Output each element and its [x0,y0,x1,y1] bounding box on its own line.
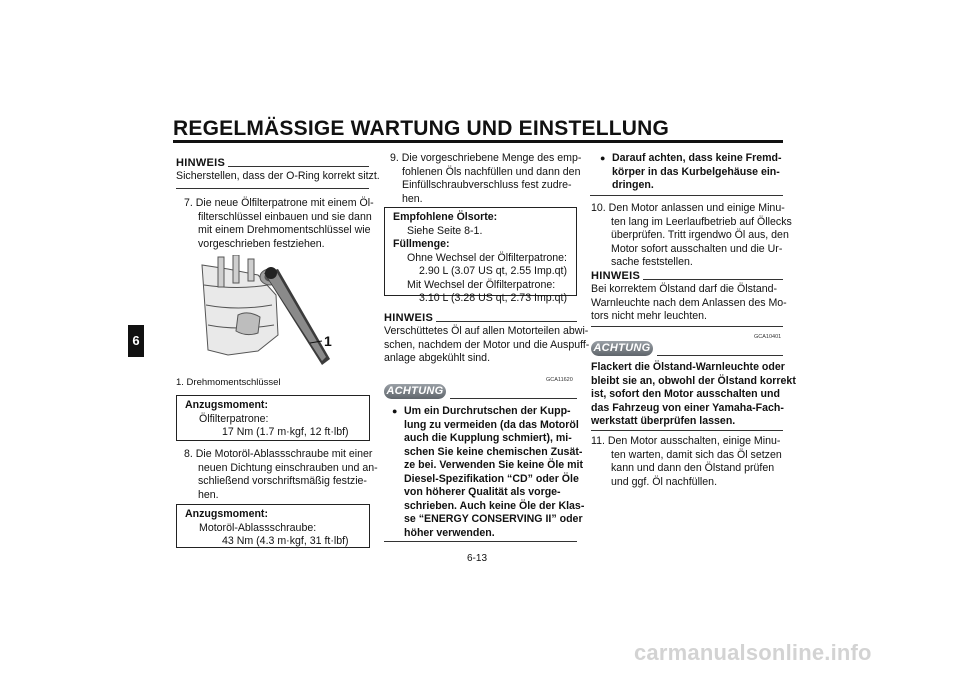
bullet-line: lung zu vermeiden (da das Motoröl [404,418,579,431]
page-number: 6-13 [467,553,488,564]
step-7 [184,197,374,251]
step-10-line: sache feststellen. [611,256,693,268]
box-value: 43 Nm (4.3 m·kgf, 31 ft·lbf) [222,535,349,547]
achtung-badge: ACHTUNG [591,341,653,356]
bullet-dot-icon: ● [600,153,606,163]
caution-code: GCA11620 [546,377,573,383]
step-9 [390,152,580,206]
step-8 [184,448,378,502]
box-line: Motoröl-Ablassschraube: [199,521,317,534]
figure-caption: 1. Drehmomentschlüssel [176,377,281,388]
bullet-line: schrieben. Auch keine Öle der Klas- [404,499,585,512]
step-8-line: hen. [198,488,219,501]
hinweis-rule [643,279,783,280]
step-11 [591,435,786,489]
box-label: Empfohlene Ölsorte: [393,211,498,223]
step-7-line: mit einem Drehmomentschlüssel wie [198,224,371,236]
step-11-line: und ggf. Öl nachfüllen. [611,475,718,488]
step-7-line: 7. Die neue Ölfilterpatrone mit einem Öl- [184,197,374,209]
step-10-line: ten lang im Leerlaufbetrieb auf Öllecks [611,215,792,228]
hinweis-end-rule [591,326,783,327]
box-value: 3.10 L (3.28 US qt, 2.73 Imp.qt) [419,292,568,304]
hinweis-text [384,325,590,366]
achtung-badge: ACHTUNG [384,384,446,399]
watermark-text: carmanualsonline.info [634,640,872,665]
step-7-line: vorgeschrieben festziehen. [198,237,325,250]
box-line: Ölfilterpatrone: [199,412,269,425]
achtung-line: bleibt sie an, obwohl der Ölstand korrekt [591,374,796,387]
chapter-tab: 6 [128,325,144,357]
step-9-line: hen. [402,192,423,205]
torque-wrench-figure [198,255,348,373]
box-line: Mit Wechsel der Ölfilterpatrone: [407,278,556,291]
page-title: REGELMÄSSIGE WARTUNG UND EINSTELLUNG [173,117,670,140]
achtung-end-rule [384,541,577,542]
step-11-line: ten warten, damit sich das Öl setzen [611,448,782,461]
oil-spec-box [384,207,577,304]
caution-code: GCA10401 [754,334,782,340]
box-line: Ohne Wechsel der Ölfilterpatrone: [407,251,567,264]
step-8-line: 8. Die Motoröl-Ablassschraube mit einer [184,448,373,460]
step-7-line: filterschlüssel einbauen und sie dann [198,210,372,223]
hinweis-heading: HINWEIS [591,270,641,282]
box-label: Füllmenge: [393,238,450,250]
hinweis-line: schen, nachdem der Motor und die Auspuff- [384,338,590,351]
step-8-line: schließend vorschriftsmäßig festzie- [198,475,367,487]
box-value: 17 Nm (1.7 m·kgf, 12 ft·lbf) [222,426,349,438]
hinweis-text [591,283,786,324]
achtung-text [591,361,796,429]
bullet-line: se “ENERGY CONSERVING II” oder [404,513,583,525]
achtung-line: ist, sofort den Motor ausschalten und [591,388,780,400]
bullet-line: körper in das Kurbelgehäuse ein- [612,165,780,178]
hinweis-line: Verschüttetes Öl auf allen Motorteilen abwi- [384,325,589,337]
achtung-line: Flackert die Ölstand-Warnleuchte oder [591,361,785,373]
caution-bullet-cont [600,152,785,193]
hinweis-heading: HINWEIS [176,157,226,169]
hinweis-text: Sicherstellen, dass der O-Ring korrekt sitzt. [176,170,380,182]
step-11-line: kann und dann den Ölstand prüfen [611,462,775,474]
step-9-line: fohlenen Öls nachfüllen und dann den [402,165,581,178]
achtung-rule [450,398,577,399]
achtung-end-rule [590,195,783,196]
box-line: Siehe Seite 8-1. [407,224,483,237]
torque-spec-box-drain [176,504,370,548]
bullet-line: auch die Kupplung schmiert), mi- [404,432,572,444]
box-label: Anzugsmoment: [185,508,268,520]
hinweis-end-rule [176,188,369,189]
hinweis-rule [228,166,369,167]
step-10 [591,202,792,270]
step-8-line: neuen Dichtung einschrauben und an- [198,461,378,474]
hinweis-heading: HINWEIS [384,312,434,324]
achtung-rule [657,355,783,356]
figure-callout: 1 [324,333,332,349]
step-10-line: Motor sofort ausschalten und die Ur- [611,242,783,255]
step-10-line: überprüfen. Tritt irgendwo Öl aus, den [611,229,789,241]
hinweis-rule [436,321,577,322]
bullet-line: Diesel-Spezifikation “CD” oder Öle [404,472,579,485]
bullet-dot-icon: ● [392,406,398,416]
bullet-line: ze bei. Verwenden Sie keine Öle mit [404,459,583,471]
step-9-line: Einfüllschraubverschluss fest zudre- [402,179,572,191]
achtung-end-rule [591,430,783,431]
torque-spec-box-filter [176,395,370,441]
hinweis-line: tors nicht mehr leuchten. [591,310,707,322]
bullet-line: schen Sie keine chemischen Zusät- [404,445,583,458]
bullet-line: höher verwenden. [404,526,495,539]
achtung-line: werkstatt überprüfen lassen. [591,415,736,427]
box-label: Anzugsmoment: [185,399,268,411]
caution-bullet [392,405,585,540]
bullet-line: von höherer Qualität als vorge- [404,486,561,498]
hinweis-line: anlage abgekühlt sind. [384,352,491,364]
bullet-line: dringen. [612,179,654,191]
bullet-line: Um ein Durchrutschen der Kupp- [404,405,571,417]
hinweis-line: Bei korrektem Ölstand darf die Ölstand- [591,283,778,295]
engine-illustration [198,255,348,373]
step-10-line: 10. Den Motor anlassen und einige Minu- [591,202,785,214]
hinweis-line: Warnleuchte nach dem Anlassen des Mo- [591,296,787,309]
step-9-line: 9. Die vorgeschriebene Menge des emp- [390,152,582,164]
achtung-line: das Fahrzeug von einer Yamaha-Fach- [591,401,784,414]
bullet-line: Darauf achten, dass keine Fremd- [612,152,782,164]
title-rule [173,140,783,143]
box-value: 2.90 L (3.07 US qt, 2.55 Imp.qt) [419,265,568,277]
step-11-line: 11. Den Motor ausschalten, einige Minu- [591,435,781,447]
